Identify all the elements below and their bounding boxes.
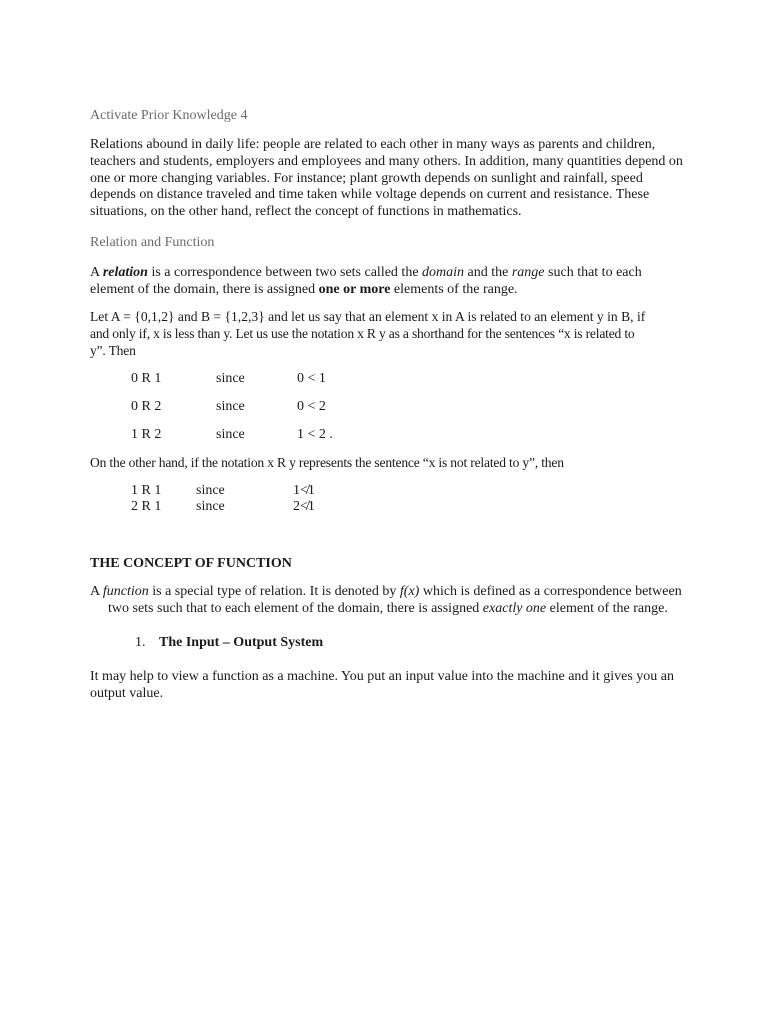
- intro-paragraph: Relations abound in daily life: people are related to each other in many ways as parents and children, teachers and students, employers and employees and many others. In addition, many quantities depend on one or more changing variables. For instance; plant growth depends on sunlight and rainfall, speed depends on distance traveled and time taken while voltage depends on current and resistance. These situations, on the other hand, reflect the concept of functions in mathematics.: [90, 137, 683, 220]
- function-def-text: A: [90, 584, 103, 599]
- function-def-text: two sets such that to each element of the domain, there is assigned: [108, 600, 483, 616]
- let-paragraph: [90, 309, 690, 359]
- function-def-text: element of the range.: [546, 600, 668, 616]
- since-word: since: [216, 399, 245, 414]
- relation-def-text: elements of the range.: [390, 281, 518, 297]
- relation-def-text: A: [90, 265, 103, 280]
- let-line: Let A = {0,1,2} and B = {1,2,3} and let us say that an element x in A is related to an element y in B, if: [90, 309, 646, 324]
- one-or-more-emphasis: one or more: [318, 281, 391, 297]
- function-notation: f(x): [399, 584, 420, 599]
- section-heading-relation-function: Relation and Function: [90, 235, 215, 250]
- relation-condition: 1≮1: [293, 483, 315, 498]
- relation-definition: [90, 265, 660, 299]
- document-title: Activate Prior Knowledge 4: [90, 108, 248, 123]
- let-line: y”. Then: [90, 342, 136, 358]
- relation-condition: 1 < 2 .: [297, 427, 333, 442]
- relation-condition: 0 < 1: [297, 371, 326, 386]
- relation-condition: 0 < 2: [297, 399, 326, 414]
- function-def-text: is a special type of relation. It is denoted by: [148, 584, 400, 599]
- concept-of-function-heading: THE CONCEPT OF FUNCTION: [90, 556, 292, 571]
- since-word: since: [216, 427, 245, 442]
- function-def-line: [90, 601, 690, 618]
- machine-paragraph: It may help to view a function as a machine. You put an input value into the machine and it gives you an output value.: [90, 669, 674, 701]
- function-term: function: [102, 584, 149, 599]
- relation-expression: 0 R 1: [131, 371, 162, 386]
- list-item-number: 1.: [135, 635, 146, 650]
- relation-expression: 0 R 2: [131, 399, 162, 414]
- exactly-one-emphasis: exactly one: [482, 600, 547, 616]
- relation-def-text: such that to each element of the domain, there is assigned: [90, 265, 642, 297]
- other-hand-paragraph: On the other hand, if the notation x R y represents the sentence “x is not related to y”, then: [90, 455, 564, 470]
- relation-def-text: and the: [464, 265, 512, 280]
- relation-expression: 2 R 1: [131, 499, 162, 514]
- relation-def-text: is a correspondence between two sets called the: [147, 265, 423, 280]
- relation-term: relation: [102, 265, 148, 280]
- range-term: range: [511, 265, 545, 280]
- since-word: since: [216, 371, 245, 386]
- relation-expression: 1 R 1: [131, 483, 162, 498]
- relation-expression: 1 R 2: [131, 427, 162, 442]
- domain-term: domain: [422, 265, 465, 280]
- function-def-line: [90, 584, 690, 601]
- since-word: since: [196, 483, 225, 498]
- relation-condition: 2≮1: [293, 499, 315, 514]
- let-line: and only if, x is less than y. Let us use the notation x R y as a shorthand for the sentences “x is related to: [90, 325, 635, 341]
- since-word: since: [196, 499, 225, 514]
- list-item-title: The Input – Output System: [159, 635, 324, 650]
- function-definition: [90, 584, 690, 618]
- function-def-text: which is defined as a correspondence between: [419, 584, 682, 599]
